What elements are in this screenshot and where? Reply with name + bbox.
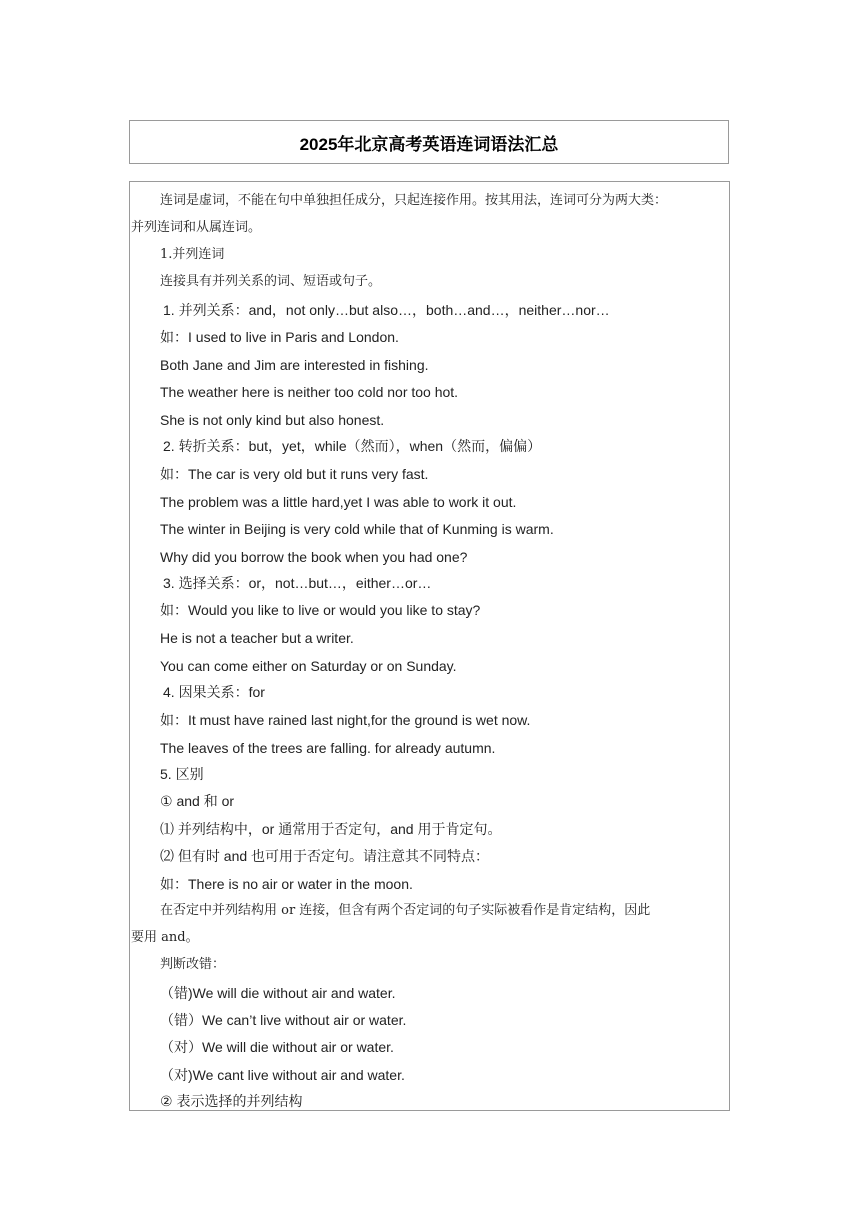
example-line: You can come either on Saturday or on Sunday. xyxy=(160,658,457,674)
example-line: The problem was a little hard,yet I was able to work it out. xyxy=(160,494,517,510)
sub-heading: ② 表示选择的并列结构 xyxy=(160,1093,303,1109)
paragraph-line: 连接具有并列关系的词、短语或句子。 xyxy=(160,274,382,289)
paragraph-line: 要用 and。 xyxy=(131,930,199,945)
sub-heading: ① and 和 or xyxy=(160,793,235,809)
example-line: 如：It must have rained last night,for the ground is wet now. xyxy=(160,712,531,728)
sub-heading: 3. 选择关系：or，not…but…，either…or… xyxy=(163,575,432,591)
example-line: The winter in Beijing is very cold while that of Kunming is warm. xyxy=(160,521,554,537)
example-line: 如：I used to live in Paris and London. xyxy=(160,329,399,345)
paragraph-line: 连词是虚词，不能在句中单独担任成分，只起连接作用。按其用法，连词可分为两大类： xyxy=(160,193,668,208)
correction-line: （对）We will die without air or water. xyxy=(160,1039,394,1055)
example-line: 如：There is no air or water in the moon. xyxy=(160,876,413,892)
sub-heading: 2. 转折关系：but，yet，while（然而），when（然而，偏偏） xyxy=(163,438,542,454)
paragraph-line: ⑴ 并列结构中，or 通常用于否定句，and 用于肯定句。 xyxy=(160,821,502,837)
correction-line: （错）We can’t live without air or water. xyxy=(160,1012,407,1028)
example-line: Why did you borrow the book when you had one? xyxy=(160,549,468,565)
correction-line: （对)We cant live without air and water. xyxy=(160,1067,405,1083)
paragraph-line: ⑵ 但有时 and 也可用于否定句。请注意其不同特点： xyxy=(160,848,490,864)
sub-heading: 4. 因果关系：for xyxy=(163,684,265,700)
sub-heading: 判断改错： xyxy=(160,957,226,972)
example-line: 如：Would you like to live or would you like to stay? xyxy=(160,602,481,618)
sub-heading: 1. 并列关系：and，not only…but also…，both…and…，neither…nor… xyxy=(163,302,610,318)
section-heading: 1.并列连词 xyxy=(160,247,225,262)
example-line: The weather here is neither too cold nor too hot. xyxy=(160,384,459,400)
example-line: 如：The car is very old but it runs very fast. xyxy=(160,466,429,482)
page-title: 2025年北京高考英语连词语法汇总 xyxy=(299,134,559,154)
example-line: The leaves of the trees are falling. for already autumn. xyxy=(160,740,496,756)
example-line: He is not a teacher but a writer. xyxy=(160,630,354,646)
content-box xyxy=(129,181,730,1111)
paragraph-line: 并列连词和从属连词。 xyxy=(131,220,262,235)
paragraph-line: 在否定中并列结构用 or 连接，但含有两个否定词的句子实际被看作是肯定结构，因此 xyxy=(160,903,651,918)
example-line: Both Jane and Jim are interested in fishing. xyxy=(160,357,429,373)
example-line: She is not only kind but also honest. xyxy=(160,412,385,428)
title-box xyxy=(129,120,729,164)
sub-heading: 5. 区别 xyxy=(160,766,204,782)
correction-line: （错)We will die without air and water. xyxy=(160,985,396,1001)
